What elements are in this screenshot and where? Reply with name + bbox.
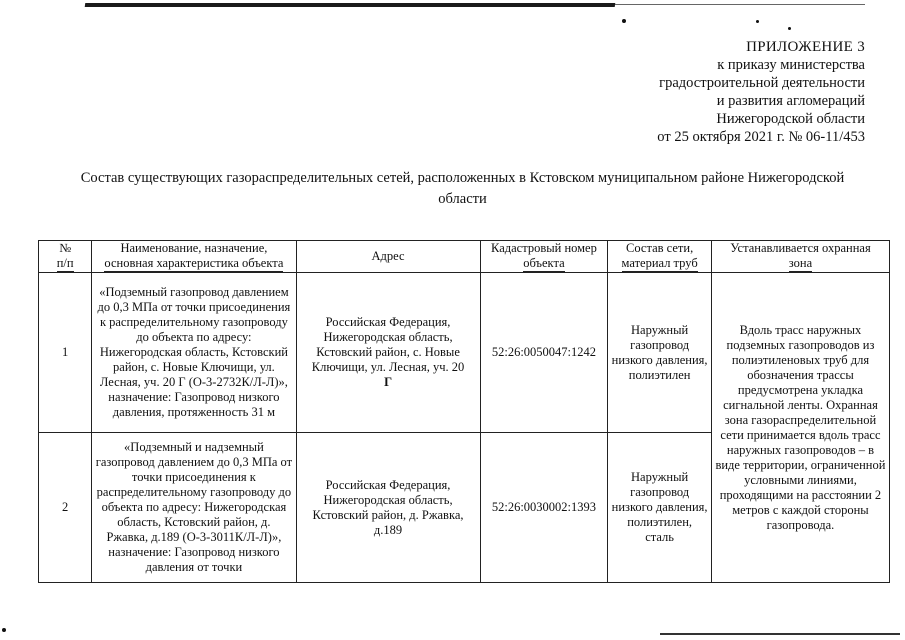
row-number: 2 [39,433,92,583]
header-text: Кадастровый номер [491,241,597,255]
header-network [608,241,712,273]
object-name-cell: «Подземный и надземный газопровод давлением до 0,3 МПа от точки присоединения к распределительному газопроводу до объекта по адресу: Нижегородская область, Кстовский район, д. Ржавка, д.189 (О-3-3011К/Л-Л)», назначение: Газопровод низкого давления от точки [92,433,296,583]
scan-edge-artifact [85,3,616,7]
address-suffix: Г [384,375,393,389]
appendix-line: градостроительной деятельности [659,75,865,91]
protection-zone-cell: Вдоль трасс наружных подземных газопроводов из полиэтиленовых труб для обозначения трассы предусмотрена укладка сигнальной ленты. Охранная зона газораспределительной сети принимается вдоль трасс наружных газопроводов – в виде территории, ограниченной условными линиями, проходящими на расстоянии 2 метров с каждой стороны газопровода. [711,273,889,583]
row-number: 1 [39,273,92,433]
table-row [39,273,890,433]
appendix-title: ПРИЛОЖЕНИЕ 3 [746,39,865,55]
document-title [40,168,885,210]
header-number [39,241,92,273]
appendix-line: к приказу министерства [717,57,865,73]
header-name [92,241,296,273]
header-zone [711,241,889,273]
header-text: материал труб [621,256,698,270]
header-text: основная характеристика объекта [104,256,284,270]
header-text: п/п [56,256,74,270]
header-text: Состав сети, [626,241,694,255]
appendix-order-date: от 25 октября 2021 г. № 06-11/453 [657,129,865,145]
cadastral-number-cell: 52:26:0030002:1393 [480,433,608,583]
cadastral-number-cell: 52:26:0050047:1242 [480,273,608,433]
appendix-block [657,38,865,146]
object-name-cell: «Подземный газопровод давлением до 0,3 МПа от точки присоединения к распределительному газопроводу до объекта по адресу: Нижегородская область, Кстовский район, с. Новые Ключищи, ул. Лесная, уч. 20 Г (О-3-2732К/Л-Л)», назначение: Газопровод низкого давления, протяженность 31 м [92,273,296,433]
header-text: Адрес [371,249,405,263]
document-title-line: области [438,191,487,207]
appendix-line: и развития агломераций [716,93,865,109]
scan-speck [788,27,791,30]
scan-speck [2,628,6,632]
address-cell: Российская Федерация, Нижегородская область, Кстовский район, д. Ржавка, д.189 [296,433,480,583]
address-cell [296,273,480,433]
network-material-cell: Наружный газопровод низкого давления, полиэтилен [608,273,712,433]
header-text: Устанавливается охранная [730,241,871,255]
table-header-row [39,241,890,273]
appendix-line: Нижегородской области [716,111,865,127]
header-address [296,241,480,273]
header-text: Наименование, назначение, [120,241,268,255]
document-title-line: Состав существующих газораспределительных сетей, расположенных в Кстовском муниципальном районе Нижегородской [80,170,845,186]
scan-edge-artifact-bottom [660,633,900,635]
header-text: № [59,241,72,255]
header-cadastral [480,241,608,273]
scan-edge-artifact-thin [615,4,865,5]
network-material-cell: Наружный газопровод низкого давления, полиэтилен, сталь [608,433,712,583]
header-text: объекта [523,256,565,270]
address-text: Российская Федерация, Нижегородская область, Кстовский район, с. Новые Ключищи, ул. Лесная, уч. 20 [311,315,465,374]
scan-speck [622,19,626,23]
header-text: зона [788,256,813,270]
gas-network-table [38,240,890,583]
scan-speck [756,20,759,23]
